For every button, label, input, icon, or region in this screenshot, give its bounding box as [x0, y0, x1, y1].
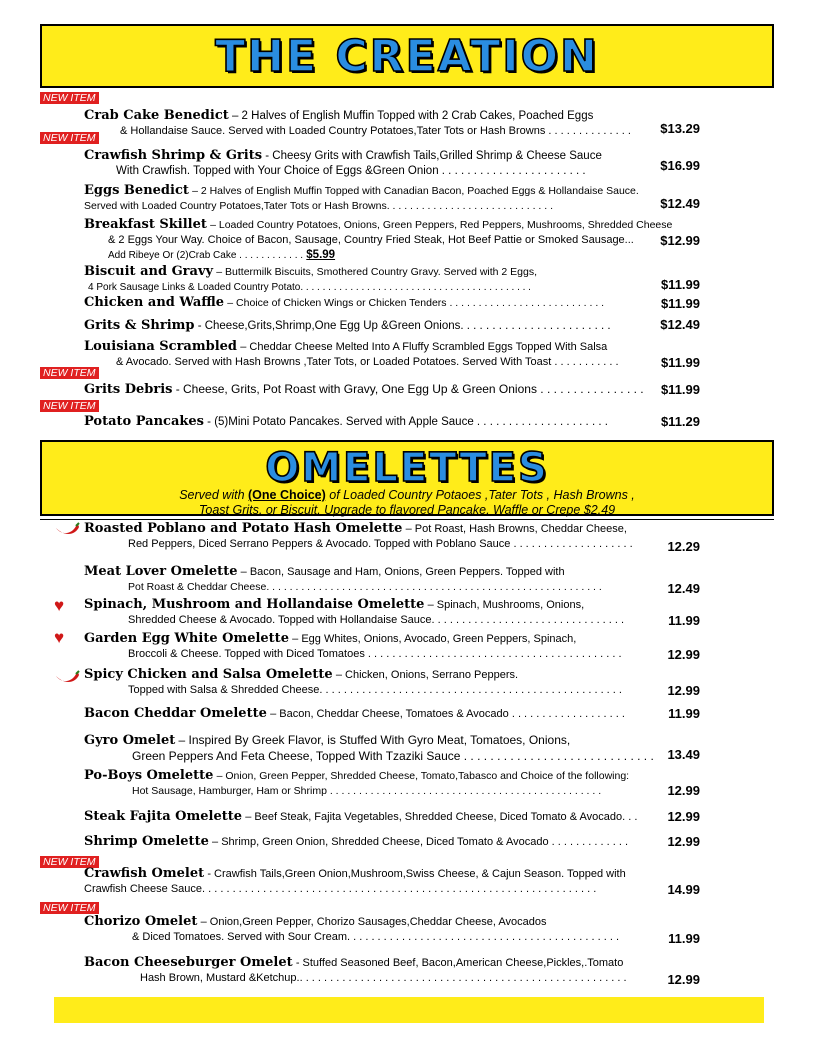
item-price: $11.29 [660, 414, 700, 429]
new-item-badge: NEW ITEM [40, 902, 99, 914]
item-desc-2: Crawfish Cheese Sauce. . . . . . . . . . . . . . . . . . . . . . . . . . . . . . . . . . . . . . . . . . . . . . . . . . . . . . . . . . . . . . . . . [84, 883, 597, 895]
chili-pepper-icon [54, 522, 80, 542]
menu-item [84, 809, 704, 825]
item-desc: – Pot Roast, Hash Browns, Cheddar Cheese, [405, 523, 627, 535]
menu-item [84, 706, 704, 722]
creation-banner [40, 24, 774, 88]
footer-band [54, 997, 764, 1023]
item-desc-3: Add Ribeye Or (2)Crab Cake . . . . . . . . . . . . [108, 250, 304, 261]
menu-item [84, 521, 704, 552]
item-price: 12.99 [667, 783, 700, 798]
menu-item [84, 264, 704, 295]
item-desc: – Beef Steak, Fajita Vegetables, Shredded Cheese, Diced Tomato & Avocado. . . [245, 811, 638, 823]
menu-item [84, 108, 704, 139]
item-desc: - Cheesy Grits with Crawfish Tails,Grilled Shrimp & Cheese Sauce [265, 150, 602, 162]
item-desc-2: & Avocado. Served with Hash Browns ,Tater Tots, or Loaded Potatoes. Served With Toast . . . . . . . . . . . [116, 356, 619, 368]
item-price: 12.99 [667, 683, 700, 698]
item-desc-2: Red Peppers, Diced Serrano Peppers & Avocado. Topped with Poblano Sauce . . . . . . . . . . . . . . . . . . . . [128, 538, 633, 550]
subtitle-text: of Loaded Country Potaoes ,Tater Tots , Hash Browns , [325, 488, 635, 502]
menu-item [84, 768, 704, 799]
item-price: $11.99 [660, 296, 700, 311]
item-name: Chicken and Waffle [84, 295, 225, 310]
item-price: $12.49 [660, 317, 700, 332]
item-desc: – Bacon, Cheddar Cheese, Tomatoes & Avocado . . . . . . . . . . . . . . . . . . . [270, 708, 625, 720]
new-item-badge: NEW ITEM [40, 400, 99, 412]
creation-title: THE CREATION [215, 31, 599, 82]
menu-item [84, 295, 704, 311]
heart-icon: ♥ [54, 596, 65, 615]
upgrade-price: $2.49 [583, 503, 616, 517]
item-name: Spinach, Mushroom and Hollandaise Omelette [84, 597, 425, 612]
subtitle-choice: (One Choice) [248, 488, 326, 502]
item-price: 12.99 [667, 809, 700, 824]
item-price: $12.99 [660, 233, 700, 248]
addon-price: $5.99 [306, 249, 336, 261]
item-name: Garden Egg White Omelette [84, 631, 289, 646]
subtitle-text: Toast Grits, or Biscuit. Upgrade to flavored Pancake, Waffle or Crepe [198, 503, 584, 517]
menu-item [84, 597, 704, 628]
menu-item [84, 148, 704, 179]
item-price: $12.49 [660, 196, 700, 211]
item-desc-2: With Crawfish. Topped with Your Choice of Eggs &Green Onion . . . . . . . . . . . . . . . . . . . . . . . [116, 165, 586, 177]
item-desc-2: 4 Pork Sausage Links & Loaded Country Potato. . . . . . . . . . . . . . . . . . . . . . . . . . . . . . . . . . . . . . . . . . [88, 282, 531, 293]
item-desc: – Onion, Green Pepper, Shredded Cheese, Tomato,Tabasco and Choice of the following: [216, 770, 630, 782]
item-name: Grits & Shrimp [84, 318, 195, 333]
item-desc-2: Broccoli & Cheese. Topped with Diced Tomatoes . . . . . . . . . . . . . . . . . . . . . . . . . . . . . . . . . . . . . . . . . . [128, 648, 622, 660]
item-desc: – Onion,Green Pepper, Chorizo Sausages,Cheddar Cheese, Avocados [200, 916, 547, 928]
item-price: $16.99 [660, 158, 700, 173]
divider [40, 519, 774, 520]
item-price: $13.29 [660, 121, 700, 136]
item-price: 14.99 [667, 882, 700, 897]
item-desc-2: Topped with Salsa & Shredded Cheese. . . . . . . . . . . . . . . . . . . . . . . . . . . . . . . . . . . . . . . . . . . . . . . . . . [128, 684, 622, 696]
menu-item [84, 183, 704, 214]
item-name: Steak Fajita Omelette [84, 809, 242, 824]
item-desc: – Loaded Country Potatoes, Onions, Green Peppers, Red Peppers, Mushrooms, Shredded Cheese [210, 219, 673, 231]
item-desc: – Bacon, Sausage and Ham, Onions, Green Peppers. Topped with [240, 566, 565, 578]
menu-item [84, 382, 704, 398]
menu-item [84, 318, 704, 334]
item-name: Louisiana Scrambled [84, 339, 238, 354]
item-name: Biscuit and Gravy [84, 264, 214, 279]
item-desc: – Choice of Chicken Wings or Chicken Tenders . . . . . . . . . . . . . . . . . . . . . . . . . . . [227, 297, 605, 309]
item-price: 11.99 [668, 706, 700, 721]
heart-icon: ♥ [54, 628, 65, 647]
item-name: Shrimp Omelette [84, 834, 209, 849]
item-desc-2: Green Peppers And Feta Cheese, Topped With Tzaziki Sauce . . . . . . . . . . . . . . . . . . . . . . . . . . . . . [132, 749, 654, 763]
menu-item [84, 414, 704, 430]
item-price: $11.99 [660, 382, 700, 397]
item-name: Po-Boys Omelette [84, 768, 214, 783]
omelettes-title: OMELETTES [265, 445, 549, 491]
subtitle-text: Served with [179, 488, 248, 502]
item-desc-2: Pot Roast & Cheddar Cheese. . . . . . . . . . . . . . . . . . . . . . . . . . . . . . . . . . . . . . . . . . . . . . . . . . . . . . . . . . [128, 581, 602, 593]
item-name: Meat Lover Omelette [84, 564, 238, 579]
item-desc: - Stuffed Seasoned Beef, Bacon,American Cheese,Pickles,.Tomato [295, 957, 624, 969]
item-desc: – Chicken, Onions, Serrano Peppers. [335, 669, 519, 681]
item-name: Gyro Omelet [84, 733, 176, 748]
item-price: 12.99 [667, 972, 700, 987]
omelettes-banner [40, 440, 774, 516]
menu-item-cont [84, 882, 704, 897]
item-desc-2: Hash Brown, Mustard &Ketchup.. . . . . . . . . . . . . . . . . . . . . . . . . . . . . . . . . . . . . . . . . . . . . . . . . . . . . . [140, 972, 627, 984]
menu-item [84, 914, 704, 945]
item-price: 12.29 [667, 539, 700, 554]
item-desc: – Buttermilk Biscuits, Smothered Country Gravy. Served with 2 Eggs, [216, 266, 538, 278]
item-name: Breakfast Skillet [84, 217, 207, 232]
item-desc: - Cheese, Grits, Pot Roast with Gravy, One Egg Up & Green Onions . . . . . . . . . . . . . . . . [175, 382, 644, 396]
item-desc-2: & 2 Eggs Your Way. Choice of Bacon, Sausage, Country Fried Steak, Hot Beef Pattie or Smoked Sausage... [108, 234, 634, 246]
item-desc-2: Shredded Cheese & Avocado. Topped with Hollandaise Sauce. . . . . . . . . . . . . . . . . . . . . . . . . . . . . . . . [128, 614, 625, 626]
item-name: Eggs Benedict [84, 183, 189, 198]
item-name: Roasted Poblano and Potato Hash Omelette [84, 521, 403, 536]
item-desc: – Egg Whites, Onions, Avocado, Green Peppers, Spinach, [292, 633, 577, 645]
menu-item [84, 733, 704, 765]
item-desc-2: Hot Sausage, Hamburger, Ham or Shrimp . . . . . . . . . . . . . . . . . . . . . . . . . . . . . . . . . . . . . . . . . . . . . . . [132, 785, 602, 797]
item-desc-2: & Hollandaise Sauce. Served with Loaded Country Potatoes,Tater Tots or Hash Browns . . . . . . . . . . . . . . [120, 125, 631, 137]
item-name: Crawfish Shrimp & Grits [84, 148, 263, 163]
item-price: 13.49 [667, 747, 700, 762]
menu-item [84, 866, 704, 882]
item-desc: – Spinach, Mushrooms, Onions, [427, 599, 585, 611]
item-name: Bacon Cheeseburger Omelet [84, 955, 293, 970]
item-desc-2: & Diced Tomatoes. Served with Sour Cream. . . . . . . . . . . . . . . . . . . . . . . . . . . . . . . . . . . . . . . . . . . . . [132, 931, 619, 943]
menu-item [84, 834, 704, 850]
new-item-badge: NEW ITEM [40, 92, 99, 104]
item-desc: - Cheese,Grits,Shrimp,One Egg Up &Green Onions. . . . . . . . . . . . . . . . . . . . . . . . [197, 320, 611, 332]
item-desc: – 2 Halves of English Muffin Topped with Canadian Bacon, Poached Eggs & Hollandaise Sauce. [192, 185, 639, 197]
menu-item [84, 564, 704, 595]
item-name: Spicy Chicken and Salsa Omelette [84, 667, 333, 682]
item-desc: – 2 Halves of English Muffin Topped with 2 Crab Cakes, Poached Eggs [231, 110, 594, 122]
item-name: Crawfish Omelet [84, 866, 205, 881]
menu-item [84, 217, 704, 263]
item-price: $11.99 [660, 277, 700, 292]
item-desc: – Cheddar Cheese Melted Into A Fluffy Scrambled Eggs Topped With Salsa [240, 341, 608, 353]
item-name: Grits Debris [84, 382, 173, 397]
item-name: Potato Pancakes [84, 414, 204, 429]
item-name: Bacon Cheddar Omelette [84, 706, 267, 721]
chili-pepper-icon [54, 670, 80, 690]
item-name: Chorizo Omelet [84, 914, 198, 929]
item-price: $11.99 [660, 355, 700, 370]
item-desc-2: Served with Loaded Country Potatoes,Tater Tots or Hash Browns. . . . . . . . . . . . . . . . . . . . . . . . . . . . . [84, 200, 553, 212]
menu-item [84, 667, 704, 698]
item-price: 11.99 [668, 931, 700, 946]
item-price: 12.99 [667, 647, 700, 662]
item-desc: - Crawfish Tails,Green Onion,Mushroom,Swiss Cheese, & Cajun Season. Topped with [207, 868, 626, 880]
item-desc: – Inspired By Greek Flavor, is Stuffed With Gyro Meat, Tomatoes, Onions, [178, 733, 571, 747]
item-price: 12.49 [667, 581, 700, 596]
new-item-badge: NEW ITEM [40, 132, 99, 144]
item-price: 12.99 [667, 834, 700, 849]
item-desc: – Shrimp, Green Onion, Shredded Cheese, Diced Tomato & Avocado . . . . . . . . . . . . . [212, 836, 629, 848]
item-price: 11.99 [668, 613, 700, 628]
menu-item [84, 955, 704, 986]
menu-item [84, 631, 704, 662]
omelettes-subtitle [42, 488, 772, 518]
item-desc: - (5)Mini Potato Pancakes. Served with Apple Sauce . . . . . . . . . . . . . . . . . . . . . [207, 416, 608, 428]
new-item-badge: NEW ITEM [40, 856, 99, 868]
item-name: Crab Cake Benedict [84, 108, 229, 123]
menu-item [84, 339, 704, 370]
new-item-badge: NEW ITEM [40, 367, 99, 379]
